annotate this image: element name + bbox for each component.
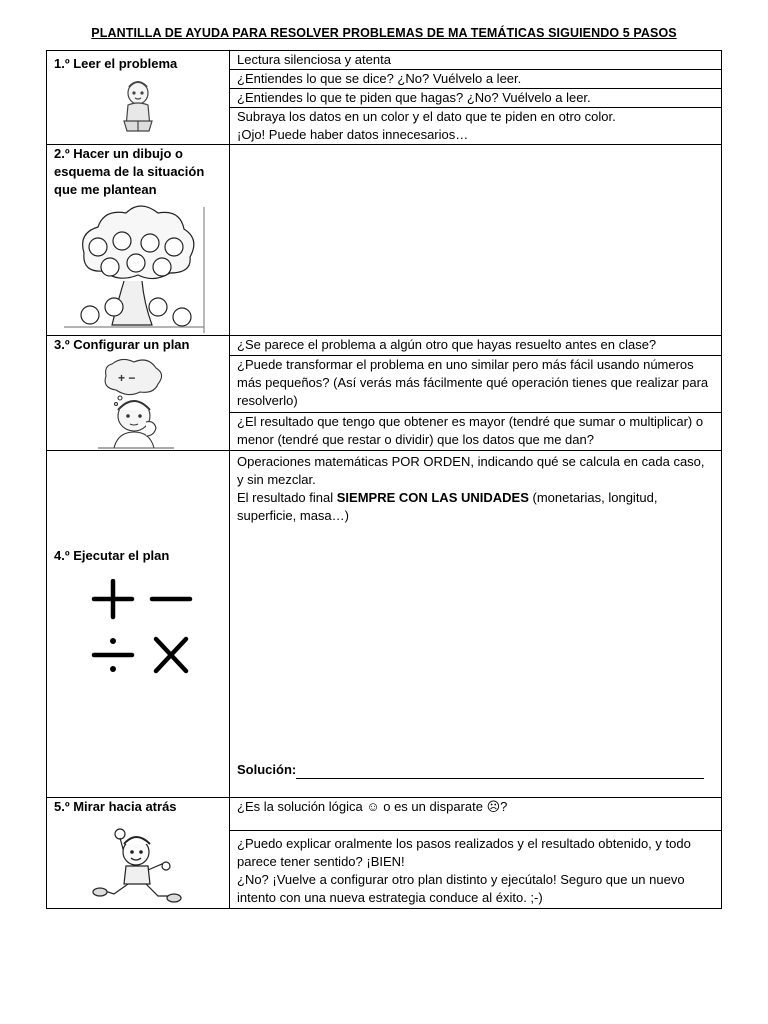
- apple-tree-icon: [54, 203, 214, 335]
- svg-text:+ −: + −: [118, 371, 136, 385]
- celebrating-child-icon: [54, 820, 222, 908]
- step4-line2-bold: SIEMPRE CON LAS UNIDADES: [336, 490, 529, 505]
- step3-text-1: ¿Se parece el problema a algún otro que hayas resuelto antes en clase?: [230, 336, 722, 356]
- step5-label: 5.º Mirar hacia atrás: [54, 799, 177, 814]
- step5-text-2: [230, 831, 722, 909]
- step5-text-1: ¿Es la solución lógica ☺ o es un disparate ☹?: [230, 798, 722, 831]
- thinking-child-icon: [54, 358, 222, 450]
- step1-text-3: ¿Entiendes lo que te piden que hagas? ¿No? Vuélvelo a leer.: [230, 89, 722, 108]
- step5-row-1: [47, 798, 722, 831]
- math-operations-icon: [54, 579, 222, 675]
- step5-cell: [47, 798, 230, 909]
- step2-cell: [47, 145, 230, 336]
- step4-line1: Operaciones matemáticas POR ORDEN, indicando qué se calcula en cada caso, y sin mezclar.: [237, 454, 705, 487]
- step1-row-1: [47, 51, 722, 70]
- step5-text-2b: ¿No? ¡Vuelve a configurar otro plan distinto y ejecútalo! Seguro que un nuevo intento con una nueva estrategia conduce al éxito. ;-): [237, 872, 685, 905]
- step4-cell: [47, 451, 230, 798]
- step1-text-4: [230, 108, 722, 145]
- step4-line2: [237, 489, 714, 525]
- step5-text-2a: ¿Puedo explicar oralmente los pasos realizados y el resultado obtenido, y todo parece tener sentido? ¡BIEN!: [237, 836, 691, 869]
- solution-field[interactable]: [237, 761, 714, 781]
- step2-label: 2.º Hacer un dibujo o esquema de la situación que me plantean: [54, 146, 205, 197]
- step3-text-2: ¿Puede transformar el problema en uno similar pero más fácil usando números más pequeños? (Así verás más fácilmente qué operación tienes que realizar para resolverlo): [230, 355, 722, 412]
- step3-cell: [47, 336, 230, 451]
- step1-text-4a: Subraya los datos en un color y el dato que te piden en otro color.: [237, 109, 616, 124]
- step3-text-3: ¿El resultado que tengo que obtener es mayor (tendré que sumar o multiplicar) o menor (tendré que restar o dividir) que los datos que me dan?: [230, 412, 722, 450]
- step2-row: [47, 145, 722, 336]
- step4-line2-post: (monetarias, longitud, superficie, masa…): [237, 490, 658, 523]
- step2-drawing-area[interactable]: [230, 145, 722, 336]
- child-reading-icon: [54, 77, 222, 137]
- step4-content: [230, 451, 722, 798]
- solution-label: Solución:: [237, 762, 297, 777]
- step1-text-4b: ¡Ojo! Puede haber datos innecesarios…: [237, 127, 469, 142]
- step1-text-1: Lectura silenciosa y atenta: [230, 51, 722, 70]
- step4-row: [47, 451, 722, 798]
- steps-table: [46, 50, 722, 909]
- step1-label: 1.º Leer el problema: [54, 56, 178, 71]
- solution-blank-line[interactable]: [296, 764, 704, 779]
- step1-cell: [47, 51, 230, 145]
- step4-label: 4.º Ejecutar el plan: [54, 548, 170, 563]
- step1-text-2: ¿Entiendes lo que se dice? ¿No? Vuélvelo a leer.: [230, 70, 722, 89]
- step4-line2-pre: El resultado final: [237, 490, 337, 505]
- document-title: PLANTILLA DE AYUDA PARA RESOLVER PROBLEMAS DE MA TEMÁTICAS SIGUIENDO 5 PASOS: [91, 26, 677, 40]
- step3-row-1: [47, 336, 722, 356]
- step3-label: 3.º Configurar un plan: [54, 337, 190, 352]
